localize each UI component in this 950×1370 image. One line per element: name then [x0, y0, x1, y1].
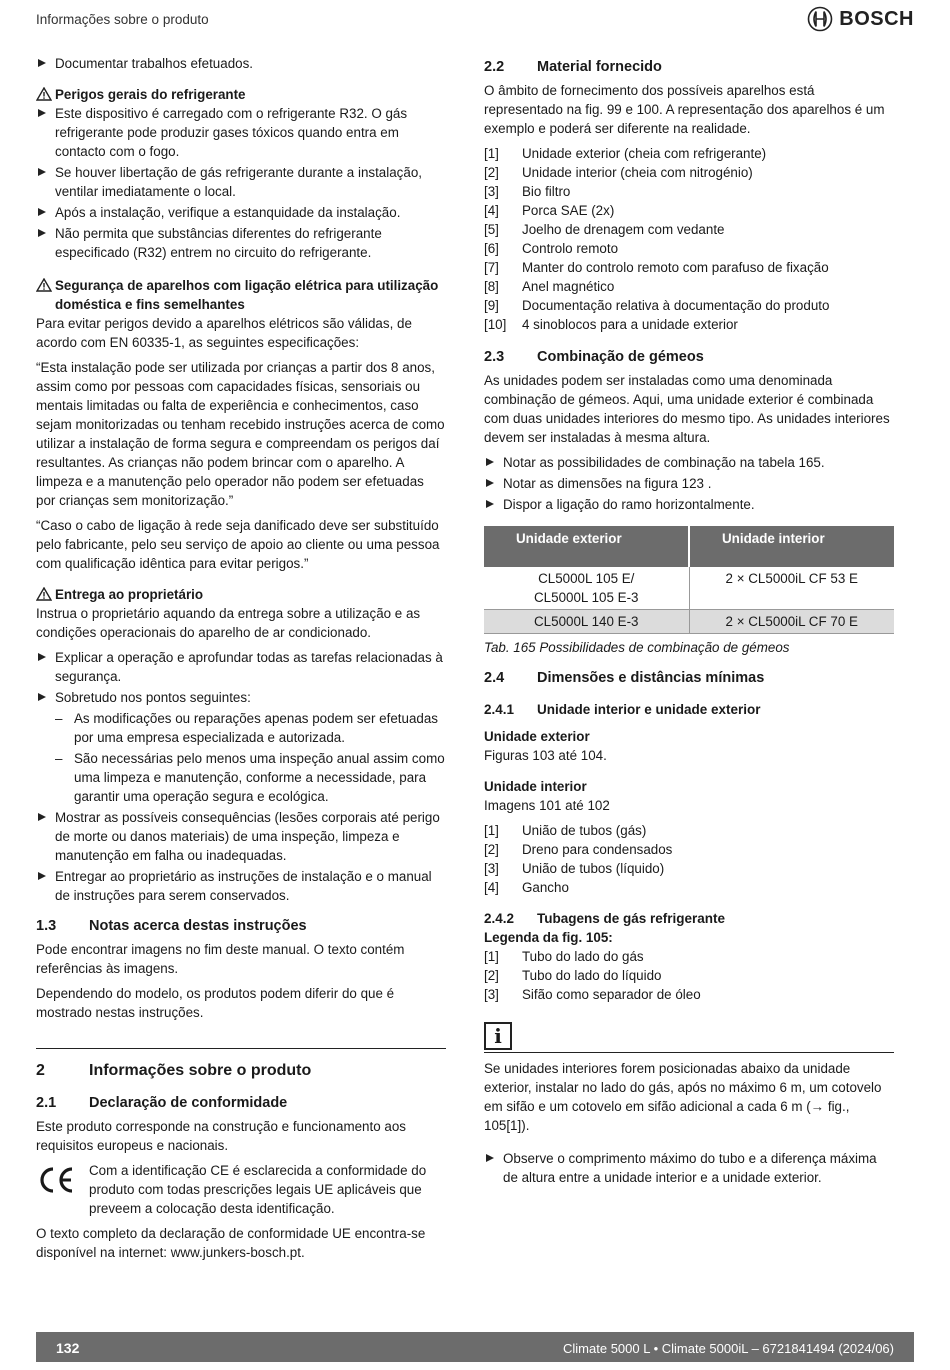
divider — [484, 1052, 894, 1053]
paragraph: Dependendo do modelo, os produtos podem diferir do que é mostrado nestas instruções. — [36, 986, 395, 1020]
list-item: [3] Sifão como separador de óleo — [484, 987, 701, 1002]
list-item: [1] Unidade exterior (cheia com refrigerante) — [484, 146, 767, 161]
table-caption: Tab. 165 Possibilidades de combinação de gémeos — [484, 640, 790, 655]
bullet-item: Notar as possibilidades de combinação na tabela 165. — [484, 453, 894, 472]
bullet-item: Dispor a ligação do ramo horizontalmente. — [484, 495, 894, 514]
list-item: [5] Joelho de drenagem com vedante — [484, 222, 725, 237]
bullet-item: Documentar trabalhos efetuados. — [36, 54, 446, 73]
bullet-item: Observe o comprimento máximo do tubo e a diferença máxima de altura entre a unidade interior e a unidade exterior. — [484, 1149, 894, 1187]
subheading: Unidade exterior — [484, 729, 590, 744]
warning-heading-text: Entrega ao proprietário — [55, 587, 204, 602]
page-number: 132 — [56, 1340, 80, 1356]
section-title: Unidade interior e unidade exterior — [537, 702, 761, 717]
paragraph: Pode encontrar imagens no fim deste manual. O texto contém referências às imagens. — [36, 942, 405, 976]
table-header-cell: Unidade exterior — [484, 526, 689, 567]
list-item: [10] 4 sinoblocos para a unidade exterior — [484, 317, 738, 332]
bosch-armature-icon — [807, 6, 833, 32]
warning-heading-refrigerant — [36, 85, 446, 104]
warning-heading-text: Perigos gerais do refrigerante — [55, 87, 246, 102]
list-item: [6] Controlo remoto — [484, 241, 619, 256]
section-number: 2.4 — [484, 670, 505, 686]
bullet-item: Notar as dimensões na figura 123 . — [484, 474, 894, 493]
warning-triangle-icon — [36, 87, 52, 101]
section-heading-2-2 — [484, 58, 894, 77]
warning-heading-electrical — [36, 276, 446, 314]
warning-triangle-icon — [36, 278, 52, 292]
section-title: Material fornecido — [537, 59, 662, 75]
supplied-material-list — [484, 144, 894, 334]
list-item: [2] Dreno para condensados — [484, 842, 673, 857]
section-title: Dimensões e distâncias mínimas — [537, 670, 765, 686]
bullet-item: Após a instalação, verifique a estanquidade da instalação. — [36, 203, 446, 222]
section-title: Combinação de gémeos — [537, 349, 704, 365]
list-item: [3] Bio filtro — [484, 184, 571, 199]
warning-heading-handover — [36, 585, 446, 604]
section-heading-2-1 — [36, 1094, 446, 1113]
legend-heading: Legenda da fig. 105: — [484, 930, 613, 945]
table-cell: CL5000L 105 E/ CL5000L 105 E-3 — [484, 567, 689, 610]
section-title: Declaração de conformidade — [89, 1095, 288, 1111]
bullet-item: Explicar a operação e aprofundar todas as tarefas relacionadas à segurança. — [36, 648, 446, 686]
bullet-item: Não permita que substâncias diferentes do refrigerante especificado (R32) entrem no circuito do refrigerante. — [36, 224, 446, 262]
info-note — [484, 1022, 894, 1135]
list-item: [4] Gancho — [484, 880, 569, 895]
section-title: Tubagens de gás refrigerante — [537, 911, 726, 926]
indoor-unit-legend — [484, 821, 894, 897]
info-text: Se unidades interiores forem posicionadas abaixo da unidade exterior, instalar no lado do gás, após no máximo 6 m, um cotovelo em sifão e um cotovelo em sifão adicional a cada 6 m (→ fig., 105[1]). — [484, 1061, 882, 1133]
bullet-item: Entregar ao proprietário as instruções de instalação e o manual de instruções para serem conservados. — [36, 867, 446, 905]
section-heading-1-3 — [36, 917, 446, 936]
paragraph: Para evitar perigos devido a aparelhos elétricos são válidas, de acordo com EN 60335-1, as seguintes especificações: — [36, 316, 412, 350]
table-cell: CL5000L 140 E-3 — [484, 610, 689, 634]
page-footer — [36, 1332, 914, 1362]
document-reference: Climate 5000 L • Climate 5000iL – 6721841494 (2024/06) — [563, 1341, 894, 1356]
list-item: [9] Documentação relativa à documentação do produto — [484, 298, 830, 313]
warning-triangle-icon — [36, 587, 52, 601]
list-item: [2] Unidade interior (cheia com nitrogénio) — [484, 165, 753, 180]
bosch-logo — [807, 6, 914, 32]
table-row — [484, 567, 894, 610]
table-header-row — [484, 526, 894, 567]
section-title: Informações sobre o produto — [89, 1062, 312, 1079]
ce-declaration — [36, 1161, 446, 1218]
paragraph: Figuras 103 até 104. — [484, 748, 607, 763]
list-item: [1] União de tubos (gás) — [484, 823, 647, 838]
left-column — [36, 54, 446, 1268]
paragraph: Este produto corresponde na construção e funcionamento aos requisitos europeus e nacionais. — [36, 1119, 406, 1153]
chapter-heading-2 — [36, 1048, 446, 1080]
paragraph: As unidades podem ser instaladas como uma denominada combinação de gémeos. Aqui, uma unidade exterior é combinada com duas unidades interiores do mesmo tipo. As unidades interiores devem ser instaladas à mesma altura. — [484, 373, 890, 445]
paragraph: “Esta instalação pode ser utilizada por crianças a partir dos 8 anos, assim como por pessoas com capacidades físicas, sensoriais ou mentais limitadas ou falta de experiência e conhecimentos, caso sejam monitorizadas ou tenham recebido instruções acerca de como utilizar a instalação de forma segura e compreendam os perigos daí resultantes. As crianças não podem brincar com o aparelho. A limpeza e a manutenção pelo operador não podem ser efetuadas por crianças sem monitorização.” — [36, 360, 445, 508]
section-number: 2.4.2 — [484, 911, 515, 926]
section-heading-2-3 — [484, 348, 894, 367]
paragraph: O âmbito de fornecimento dos possíveis aparelhos está representado na fig. 99 e 100. A representação dos aparelhos é um exemplo e poderá ser diferente na realidade. — [484, 83, 885, 136]
table-cell: 2 × CL5000iL CF 53 E — [689, 567, 894, 610]
dash-item: – São necessárias pelo menos uma inspeção anual assim como uma limpeza e manutenção, conforme a necessidade, para garantir uma operação segura e ecológica. — [36, 749, 446, 806]
list-item: [1] Tubo do lado do gás — [484, 949, 644, 964]
list-item: [7] Manter do controlo remoto com parafuso de fixação — [484, 260, 829, 275]
bullet-item: Mostrar as possíveis consequências (lesões corporais até perigo de morte ou danos materiais) de uma inspeção, limpeza e manutenção em falha ou inadequadas. — [36, 808, 446, 865]
section-heading-2-4-2 — [484, 909, 894, 928]
table-cell: 2 × CL5000iL CF 70 E — [689, 610, 894, 634]
list-item: [3] União de tubos (líquido) — [484, 861, 665, 876]
bullet-item: Se houver libertação de gás refrigerante durante a instalação, ventilar imediatamente o local. — [36, 163, 446, 201]
section-number: 2.4.1 — [484, 702, 515, 717]
running-header-title: Informações sobre o produto — [36, 12, 209, 27]
page-header — [36, 6, 914, 36]
list-item: [8] Anel magnético — [484, 279, 615, 294]
paragraph: O texto completo da declaração de conformidade UE encontra-se disponível na internet: www.junkers-bosch.pt. — [36, 1226, 426, 1260]
info-icon: i — [484, 1022, 512, 1050]
section-number: 2 — [36, 1062, 45, 1079]
twin-combination-table — [484, 526, 894, 634]
dash-item: – As modificações ou reparações apenas podem ser efetuadas por uma empresa especializada e autorizada. — [36, 709, 446, 747]
paragraph: Imagens 101 até 102 — [484, 798, 610, 813]
refrigerant-pipe-legend — [484, 947, 894, 1004]
section-number: 2.2 — [484, 59, 505, 75]
ce-mark-icon — [36, 1161, 89, 1200]
section-number: 2.3 — [484, 349, 505, 365]
list-item: [2] Tubo do lado do líquido — [484, 968, 662, 983]
paragraph: Instrua o proprietário aquando da entrega sobre a utilização e as condições operacionais do aparelho de ar condicionado. — [36, 606, 421, 640]
subheading: Unidade interior — [484, 779, 587, 794]
list-item: [4] Porca SAE (2x) — [484, 203, 615, 218]
bullet-item: Este dispositivo é carregado com o refrigerante R32. O gás refrigerante pode produzir gases tóxicos quando entra em contacto com o fogo. — [36, 104, 446, 161]
table-header-cell: Unidade interior — [689, 526, 894, 567]
section-number: 2.1 — [36, 1095, 57, 1111]
section-number: 1.3 — [36, 918, 57, 934]
ce-text: Com a identificação CE é esclarecida a conformidade do produto com todas prescrições legais UE aplicáveis que preveem a colocação desta identificação. — [89, 1163, 427, 1216]
section-title: Notas acerca destas instruções — [89, 918, 307, 934]
right-column — [484, 54, 894, 1189]
bullet-item: Sobretudo nos pontos seguintes: — [36, 688, 446, 707]
section-heading-2-4-1 — [484, 700, 894, 719]
brand-name: BOSCH — [839, 7, 914, 30]
warning-heading-text: Segurança de aparelhos com ligação elétrica para utilização doméstica e fins semelhantes — [55, 278, 439, 312]
section-heading-2-4 — [484, 669, 894, 688]
table-row — [484, 610, 894, 634]
paragraph: “Caso o cabo de ligação à rede seja danificado deve ser substituído pelo fabricante, pelo seu serviço de apoio ao cliente ou uma pessoa com qualificação idêntica para evitar perigos.” — [36, 518, 440, 571]
